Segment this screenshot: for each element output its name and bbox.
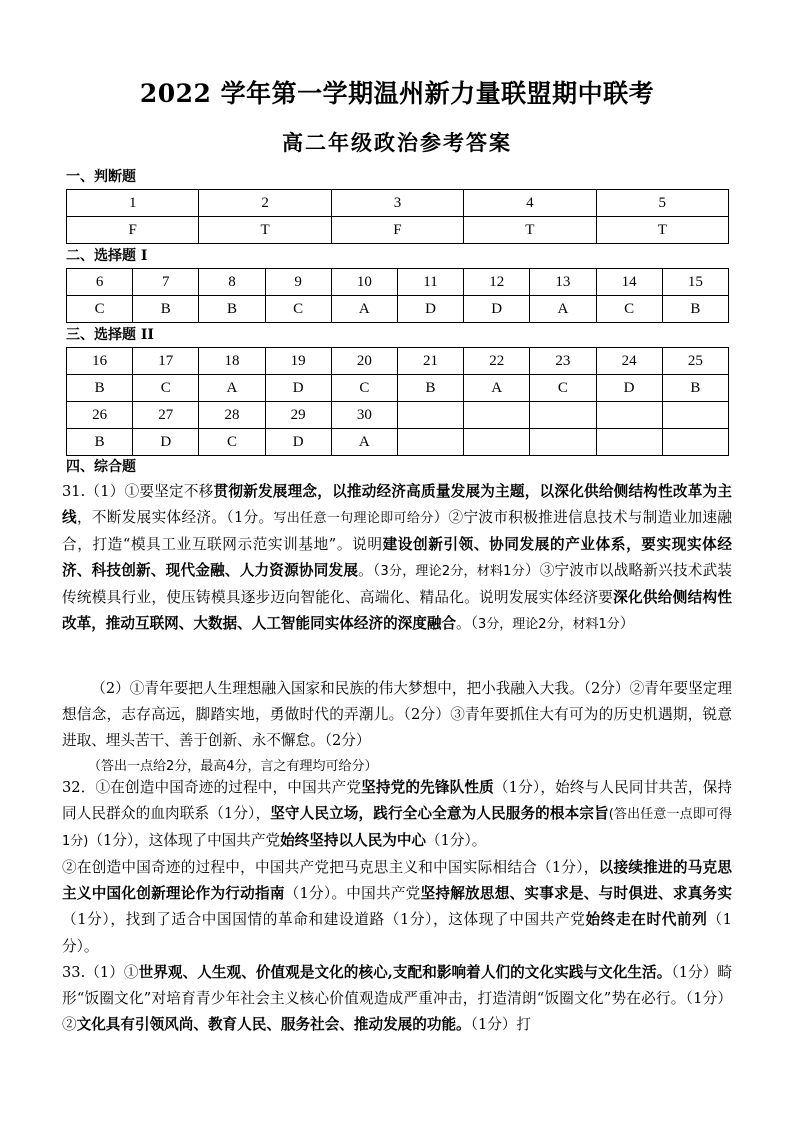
table-cell: 13 (530, 269, 596, 296)
table-cell (662, 429, 728, 456)
table-cell (464, 402, 530, 429)
table-cell (662, 402, 728, 429)
key-point: 文化具有引领风尚、教育人民、服务社会、推动发展的功能。 (76, 1015, 471, 1033)
table-cell: C (265, 296, 331, 323)
table-cell: C (199, 429, 265, 456)
table-row (67, 296, 729, 323)
table-cell (596, 402, 662, 429)
table-cell: A (331, 296, 397, 323)
table-cell: 26 (67, 402, 133, 429)
table-cell: 17 (133, 348, 199, 375)
table-cell: 12 (464, 269, 530, 296)
section-heading-comprehensive: 四、综合题 (66, 459, 136, 475)
q32 (62, 775, 732, 1038)
table-cell: 9 (265, 269, 331, 296)
table-cell: 24 (596, 348, 662, 375)
table-cell: 20 (331, 348, 397, 375)
table-cell: 22 (464, 348, 530, 375)
section-heading-judgment: 一、判断题 (66, 169, 136, 185)
table-cell: B (67, 429, 133, 456)
table-row (67, 190, 729, 217)
text-span: （1分）打 (470, 1015, 532, 1033)
choice-2-answer-table (66, 347, 729, 456)
table-cell: A (199, 375, 265, 402)
table-cell (530, 429, 596, 456)
table-cell: D (265, 375, 331, 402)
section-heading-choice-2: 三、选择题 II (66, 327, 154, 343)
table-cell: 5 (596, 190, 728, 217)
table-cell: T (199, 217, 331, 244)
grading-note: 3分，理论2分，材料1分 (380, 564, 525, 580)
choice-1-answer-table (66, 268, 729, 323)
text-span: （1分）。中国共产党 (284, 885, 421, 903)
text-span: 31.（1）①要坚定不移 (62, 483, 214, 500)
table-cell: 25 (662, 348, 728, 375)
table-cell: C (596, 296, 662, 323)
table-cell: D (464, 296, 530, 323)
q31-part1 (62, 479, 732, 639)
table-cell (397, 429, 463, 456)
table-cell: D (596, 375, 662, 402)
table-cell: 29 (265, 402, 331, 429)
table-cell: 4 (464, 190, 596, 217)
table-cell: 19 (265, 348, 331, 375)
table-cell: B (133, 296, 199, 323)
table-row (67, 269, 729, 296)
table-cell: C (331, 375, 397, 402)
table-row (67, 217, 729, 244)
text-span: ②在创造中国奇迹的过程中，中国共产党把马克思主义和中国实际相结合（1分）， (62, 859, 599, 877)
table-cell: F (67, 217, 199, 244)
answer-paragraph (62, 960, 732, 1038)
key-point: 坚持解放思想、实事求是、与时俱进、求真务实 (420, 885, 732, 903)
table-cell: 2 (199, 190, 331, 217)
table-cell: 15 (662, 269, 728, 296)
text-span: ） (619, 615, 635, 633)
text-span: ）③宁波市以战略新兴技术武装传统模具行业，使压铸模具逐步迈向智能化、高端化、精品化。说明发展实体经济要 (62, 562, 732, 607)
table-cell: T (596, 217, 728, 244)
text-span: 32．①在创造中国奇迹的过程中，中国共产党 (62, 779, 362, 796)
text-span: （1分），找到了适合中国国情的革命和建设道路（1分），这体现了中国共产党 (62, 911, 586, 929)
key-point: 坚守人民立场，践行全心全意为人民服务的根本宗旨 (270, 805, 609, 823)
table-cell: 23 (530, 348, 596, 375)
table-cell: D (265, 429, 331, 456)
table-cell: B (397, 375, 463, 402)
text-span: （1分）。 (62, 911, 732, 955)
answer-paragraph (62, 479, 732, 639)
text-span: ）②宁波市积极推进信息技术与制造业加速融合，打造“模具工业互联网示范实训基地”。说明 (62, 509, 732, 554)
key-point: 始终坚持以人民为中心 (280, 832, 427, 850)
answer-paragraph (62, 855, 732, 959)
grading-note: 3分，理论2分，材料1分 (477, 617, 620, 633)
page-title: 2022 学年第一学期温州新力量联盟期中联考 (139, 79, 655, 108)
table-cell: A (464, 375, 530, 402)
answer-paragraph: （2）①青年要把人生理想融入国家和民族的伟大梦想中，把小我融入大我。（2分）②青年要坚定理想信念，志存高远，脚踏实地，勇做时代的弄潮儿。（2分）③青年要抓住大有可为的历史机遇期，锐意进取、埋头苦干、善于创新、永不懈怠。（2分） (62, 680, 732, 750)
table-cell: 3 (331, 190, 463, 217)
grading-note: (答出任意一点即可得1分) (62, 807, 732, 850)
table-cell: 21 (397, 348, 463, 375)
table-cell: A (530, 296, 596, 323)
table-row (67, 348, 729, 375)
text-span: （1分），这体现了中国共产党 (88, 832, 281, 850)
text-span: （1分）畸形“饭圈文化”对培育青少年社会主义核心价值观造成严重冲击，打造清朗“饭圈文化”势在必行。（1分）② (62, 963, 732, 1033)
table-cell: T (464, 217, 596, 244)
table-cell: 1 (67, 190, 199, 217)
table-cell: D (397, 296, 463, 323)
key-point: 始终走在时代前列 (585, 911, 708, 929)
table-cell: 28 (199, 402, 265, 429)
key-point: 坚持党的先锋队性质 (361, 779, 494, 796)
table-cell: C (530, 375, 596, 402)
table-cell: 30 (331, 402, 397, 429)
grading-note: 写出任意一句理论即可给分 (273, 511, 434, 527)
table-cell: C (133, 375, 199, 402)
table-row (67, 402, 729, 429)
key-point: 贯彻新发展理念，以推动经济高质量发展为主题，以深化供给侧结构性改革为主线 (62, 483, 732, 527)
section-heading-choice-1: 二、选择题 I (66, 248, 148, 264)
table-row (67, 375, 729, 402)
table-cell: 27 (133, 402, 199, 429)
table-cell: D (133, 429, 199, 456)
table-cell: F (331, 217, 463, 244)
grading-note: （答出一点给2分，最高4分，言之有理均可给分） (88, 759, 378, 775)
key-point: 深化供给侧结构性改革，推动互联网、大数据、人工智能同实体经济的深度融合 (62, 589, 732, 633)
key-point: 以接续推进的马克思主义中国化创新理论作为行动指南 (62, 859, 732, 903)
key-point: 建设创新引领、协同发展的产业体系，要实现实体经济、科技创新、现代金融、人力资源协同发展 (62, 536, 732, 580)
text-span: ，不断发展实体经济。（1分。 (76, 509, 274, 527)
table-cell (397, 402, 463, 429)
q31-part2 (62, 676, 732, 780)
table-cell: 18 (199, 348, 265, 375)
text-span: 。（ (456, 615, 478, 633)
judgment-answer-table (66, 189, 729, 244)
answer-paragraph (62, 775, 732, 855)
table-cell: B (67, 375, 133, 402)
table-cell: 11 (397, 269, 463, 296)
table-cell: B (662, 296, 728, 323)
table-cell: 7 (133, 269, 199, 296)
table-cell: 14 (596, 269, 662, 296)
table-cell: B (199, 296, 265, 323)
table-cell: 16 (67, 348, 133, 375)
table-cell (596, 429, 662, 456)
table-cell: A (331, 429, 397, 456)
table-cell: C (67, 296, 133, 323)
text-span: （1分）。 (426, 832, 487, 850)
text-span: （1分），始终与人民同甘共苦，保持同人民群众的血肉联系（1分）， (62, 779, 732, 823)
table-cell (530, 402, 596, 429)
key-point: 世界观、人生观、价值观是文化的核心,支配和影响着人们的文化实践与文化生活。 (138, 963, 672, 981)
table-cell: B (662, 375, 728, 402)
table-cell: 10 (331, 269, 397, 296)
table-cell (464, 429, 530, 456)
table-cell: 8 (199, 269, 265, 296)
table-row (67, 429, 729, 456)
text-span: 33.（1）① (62, 963, 139, 981)
page-subtitle: 高二年级政治参考答案 (282, 130, 512, 155)
text-span: 。（ (358, 562, 381, 580)
table-cell: 6 (67, 269, 133, 296)
